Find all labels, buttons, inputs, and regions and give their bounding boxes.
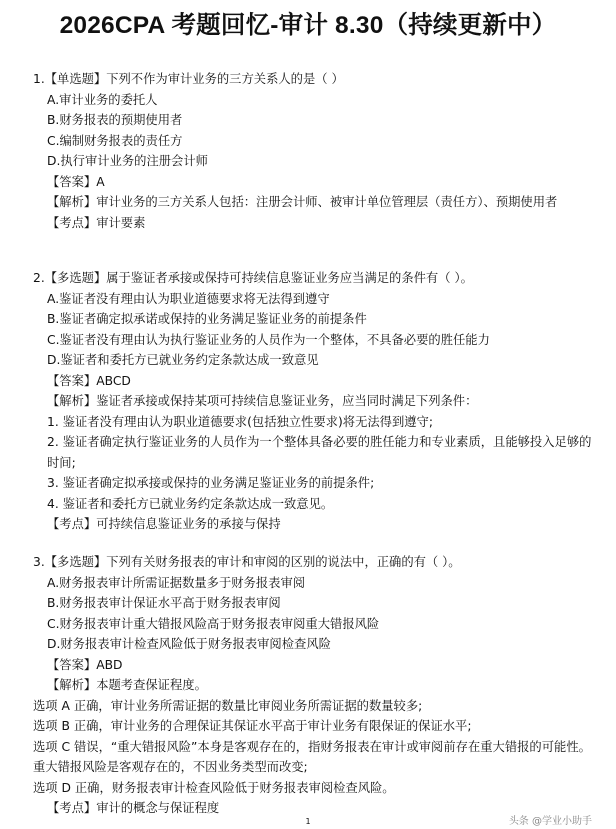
analysis-line: 选项 D 正确，财务报表审计检查风险低于财务报表审阅检查风险。: [33, 780, 395, 795]
answer: 【答案】ABCD: [47, 373, 131, 388]
option-b: B.财务报表审计保证水平高于财务报表审阅: [47, 596, 281, 610]
knowledge-point: 【考点】审计的概念与保证程度: [47, 801, 220, 815]
analysis-line: 2. 鉴证者确定执行鉴证业务的人员作为一个整体具备必要的胜任能力和专业素质，且能够投入足够的时间;: [47, 435, 592, 470]
watermark: 头条 @学业小助手: [508, 816, 592, 827]
option-a: A.审计业务的委托人: [47, 92, 158, 107]
knowledge-point: 【考点】可持续信息鉴证业务的承接与保持: [47, 517, 281, 531]
analysis-line: 【解析】审计业务的三方关系人包括：注册会计师、被审计单位管理层（责任方）、预期使用者: [47, 195, 558, 209]
knowledge-point: 【考点】审计要素: [47, 215, 146, 230]
option-a: A.财务报表审计所需证据数量多于财务报表审阅: [47, 575, 306, 590]
analysis-line: 选项 C 错误，“重大错报风险”本身是客观存在的，指财务报表在审计或审阅前存在重大错报的可能性。重大错报风险是客观存在的，不因业务类型而改变;: [33, 739, 591, 774]
analysis-line: 【解析】鉴证者承接或保持某项可持续信息鉴证业务，应当同时满足下列条件：: [47, 394, 478, 408]
option-d: D.财务报表审计检查风险低于财务报表审阅检查风险: [47, 637, 331, 651]
analysis-line: 选项 A 正确，审计业务所需证据的数量比审阅业务所需证据的数量较多;: [33, 698, 423, 713]
option-d: D.鉴证者和委托方已就业务约定条款达成一致意见: [47, 353, 319, 367]
option-a: A.鉴证者没有理由认为职业道德要求将无法得到遵守: [47, 291, 330, 306]
question-3: [33, 552, 596, 819]
analysis-line: 【解析】本题考查保证程度。: [47, 678, 207, 692]
analysis-line: 3. 鉴证者确定拟承接或保持的业务满足鉴证业务的前提条件;: [47, 476, 375, 490]
option-b: B.财务报表的预期使用者: [47, 113, 183, 127]
option-c: C.财务报表审计重大错报风险高于财务报表审阅重大错报风险: [47, 616, 380, 631]
question-stem: 1.【单选题】下列不作为审计业务的三方关系人的是（ ）: [33, 72, 344, 86]
option-c: C.鉴证者没有理由认为执行鉴证业务的人员作为一个整体，不具备必要的胜任能力: [47, 332, 490, 347]
option-d: D.执行审计业务的注册会计师: [47, 154, 208, 168]
analysis-line: 选项 B 正确，审计业务的合理保证其保证水平高于审计业务有限保证的保证水平;: [33, 719, 472, 733]
analysis-line: 4. 鉴证者和委托方已就业务约定条款达成一致意见。: [47, 496, 334, 511]
question-stem: 2.【多选题】属于鉴证者承接或保持可持续信息鉴证业务应当满足的条件有（ ）。: [33, 271, 473, 285]
page-number: 1: [305, 817, 311, 826]
answer: 【答案】ABD: [47, 657, 123, 672]
question-stem: 3.【多选题】下列有关财务报表的审计和审阅的区别的说法中，正确的有（ ）。: [33, 555, 461, 569]
document-title: 2026CPA 考题回忆-审计 8.30（持续更新中）: [59, 12, 557, 39]
question-1: [33, 69, 596, 233]
option-b: B.鉴证者确定拟承诺或保持的业务满足鉴证业务的前提条件: [47, 312, 367, 326]
question-2: [33, 268, 596, 535]
option-c: C.编制财务报表的责任方: [47, 133, 183, 148]
analysis-line: 1. 鉴证者没有理由认为职业道德要求(包括独立性要求)将无法得到遵守;: [47, 414, 433, 429]
answer: 【答案】A: [47, 174, 105, 189]
